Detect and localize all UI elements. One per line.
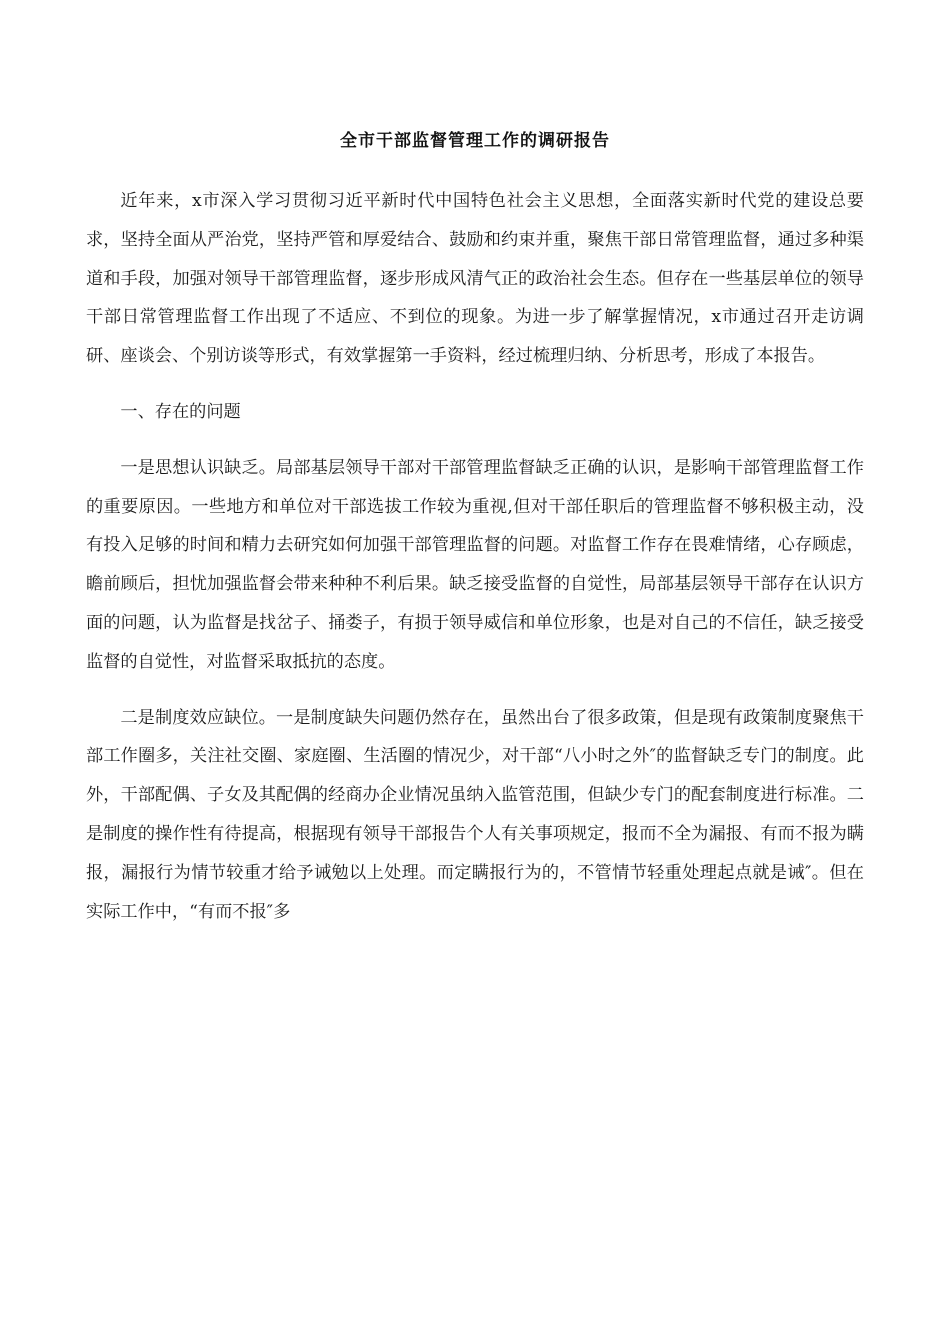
document-body: [86, 182, 864, 931]
paragraph-institutional-effect: 二是制度效应缺位。一是制度缺失问题仍然存在，虽然出台了很多政策，但是现有政策制度聚焦干部工作圈多，关注社交圈、家庭圈、生活圈的情况少，对干部“八小时之外″的监督缺乏专门的制度。此外，干部配偶、子女及其配偶的经商办企业情况虽纳入监管范围，但缺少专门的配套制度进行标准。二是制度的操作性有待提高，根据现有领导干部报告个人有关事项规定，报而不全为漏报、有而不报为瞒报，漏报行为情节较重才给予诫勉以上处理。而定瞒报行为的，不管情节轻重处理起点就是诫″。但在实际工作中，“有而不报″多: [86, 707, 864, 922]
section-heading-problems: 一、存在的问题: [120, 401, 241, 422]
intro-paragraph: 近年来，x市深入学习贯彻习近平新时代中国特色社会主义思想，全面落实新时代党的建设总要求，坚持全面从严治党，坚持严管和厚爱结合、鼓励和约束并重，聚焦干部日常管理监督，通过多种渠道和手段，加强对领导干部管理监督，逐步形成风清气正的政治社会生态。但存在一些基层单位的领导干部日常管理监督工作出现了不适应、不到位的现象。为进一步了解掌握情况，x市通过召开走访调研、座谈会、个别访谈等形式，有效掌握第一手资料，经过梳理归纳、分析思考，形成了本报告。: [86, 191, 864, 367]
document-title: 全市干部监督管理工作的调研报告: [340, 131, 610, 151]
paragraph-ideological-awareness: 一是思想认识缺乏。局部基层领导干部对干部管理监督缺乏正确的认识，是影响干部管理监督工作的重要原因。一些地方和单位对干部选拔工作较为重视,但对干部任职后的管理监督不够积极主动，没有投入足够的时间和精力去研究如何加强干部管理监督的问题。对监督工作存在畏难情绪，心存顾虑，瞻前顾后，担忧加强监督会带来种种不利后果。缺乏接受监督的自觉性，局部基层领导干部存在认识方面的问题，认为监督是找岔子、捅娄子，有损于领导威信和单位形象，也是对自己的不信任，缺乏接受监督的自觉性，对监督采取抵抗的态度。: [86, 457, 864, 672]
